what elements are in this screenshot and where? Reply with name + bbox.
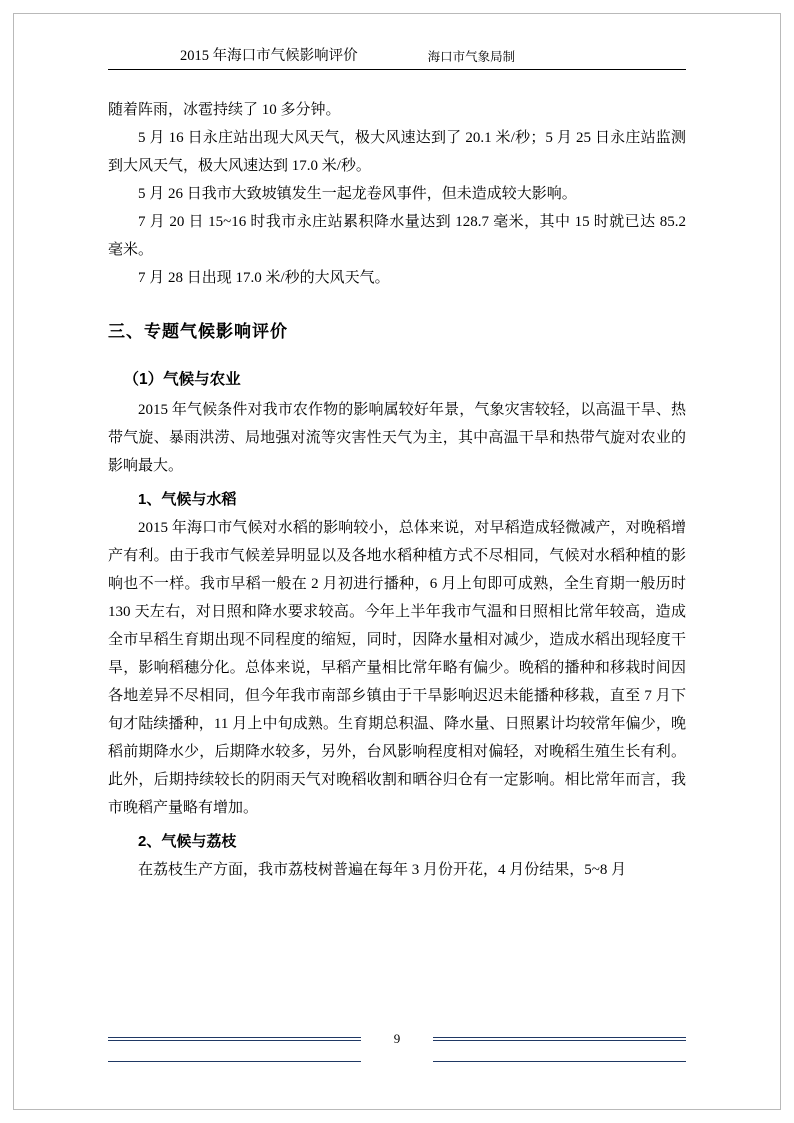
- subsubsection-heading-rice: 1、气候与水稻: [138, 491, 237, 508]
- subsection-heading-climate-agriculture: （1）气候与农业: [123, 371, 241, 388]
- header-rule: [108, 69, 686, 70]
- page-content: [108, 48, 686, 884]
- footer-top-rules: [108, 1031, 686, 1046]
- section-heading: 三、专题气候影响评价: [108, 322, 288, 341]
- paragraph-rainfall-july: 7 月 20 日 15~16 时我市永庄站累积降水量达到 128.7 毫米，其中 15 时就已达 85.2 毫米。: [108, 214, 686, 258]
- paragraph-tornado: 5 月 26 日我市大致坡镇发生一起龙卷风事件，但未造成较大影响。: [138, 186, 577, 202]
- paragraph-agriculture: 2015 年气候条件对我市农作物的影响属较好年景，气象灾害较轻，以高温干旱、热带气旋、暴雨洪涝、局地强对流等灾害性天气为主，其中高温干旱和热带气旋对农业的影响最大。: [108, 402, 686, 474]
- page-number: 9: [393, 1031, 401, 1046]
- footer-rule-lower-right: [433, 1061, 686, 1062]
- header-title: 2015 年海口市气候影响评价: [180, 48, 358, 64]
- paragraph-rice: 2015 年海口市气候对水稻的影响较小，总体来说，对早稻造成轻微减产，对晚稻增产有利。由于我市气候差异明显以及各地水稻种植方式不尽相同，气候对水稻种植的影响也不一样。我市早稻一般在 2 月初进行播种，6 月上旬即可成熟，全生育期一般历时 130 天左右，对日照和降水要求较高。今年上半年我市气温和日照相比常年较高，造成全市早稻生育期出现不同程度的缩短，同时，因降水量相对减少，造成水稻出现轻度干旱，影响稻穗分化。总体来说，早稻产量相比常年略有偏少。晚稻的播种和移栽时间因各地差异不尽相同，但今年我市南部乡镇由于干旱影响迟迟未能播种移栽，直至 7 月下旬才陆续播种，11 月上中旬成熟。生育期总积温、降水量、日照累计均较常年偏少，晚稻前期降水少，后期降水较多，另外，台风影响程度相对偏轻，对晚稻生殖生长有利。此外，后期持续较长的阴雨天气对晚稻收割和晒谷归仓有一定影响。相比常年而言，我市晚稻产量略有增加。: [108, 520, 686, 816]
- page-header: [108, 48, 686, 82]
- subsubsection-heading-litchi: 2、气候与荔枝: [138, 833, 237, 850]
- footer-rule-left: [108, 1037, 361, 1041]
- body-text: [108, 96, 686, 884]
- footer-rule-right: [433, 1037, 686, 1041]
- header-note: 海口市气象局制: [427, 50, 516, 65]
- paragraph-litchi: 在荔枝生产方面，我市荔枝树普遍在每年 3 月份开花，4 月份结果，5~8 月: [138, 862, 627, 878]
- footer-rule-lower-left: [108, 1061, 361, 1062]
- page-header-row: [108, 48, 686, 69]
- paragraph-continuation: 随着阵雨，冰雹持续了 10 多分钟。: [108, 102, 341, 118]
- paragraph-wind-may: 5 月 16 日永庄站出现大风天气，极大风速达到了 20.1 米/秒；5 月 25 日永庄站监测到大风天气，极大风速达到 17.0 米/秒。: [108, 130, 686, 174]
- page-footer: [108, 1031, 686, 1077]
- paragraph-wind-july: 7 月 28 日出现 17.0 米/秒的大风天气。: [138, 270, 390, 286]
